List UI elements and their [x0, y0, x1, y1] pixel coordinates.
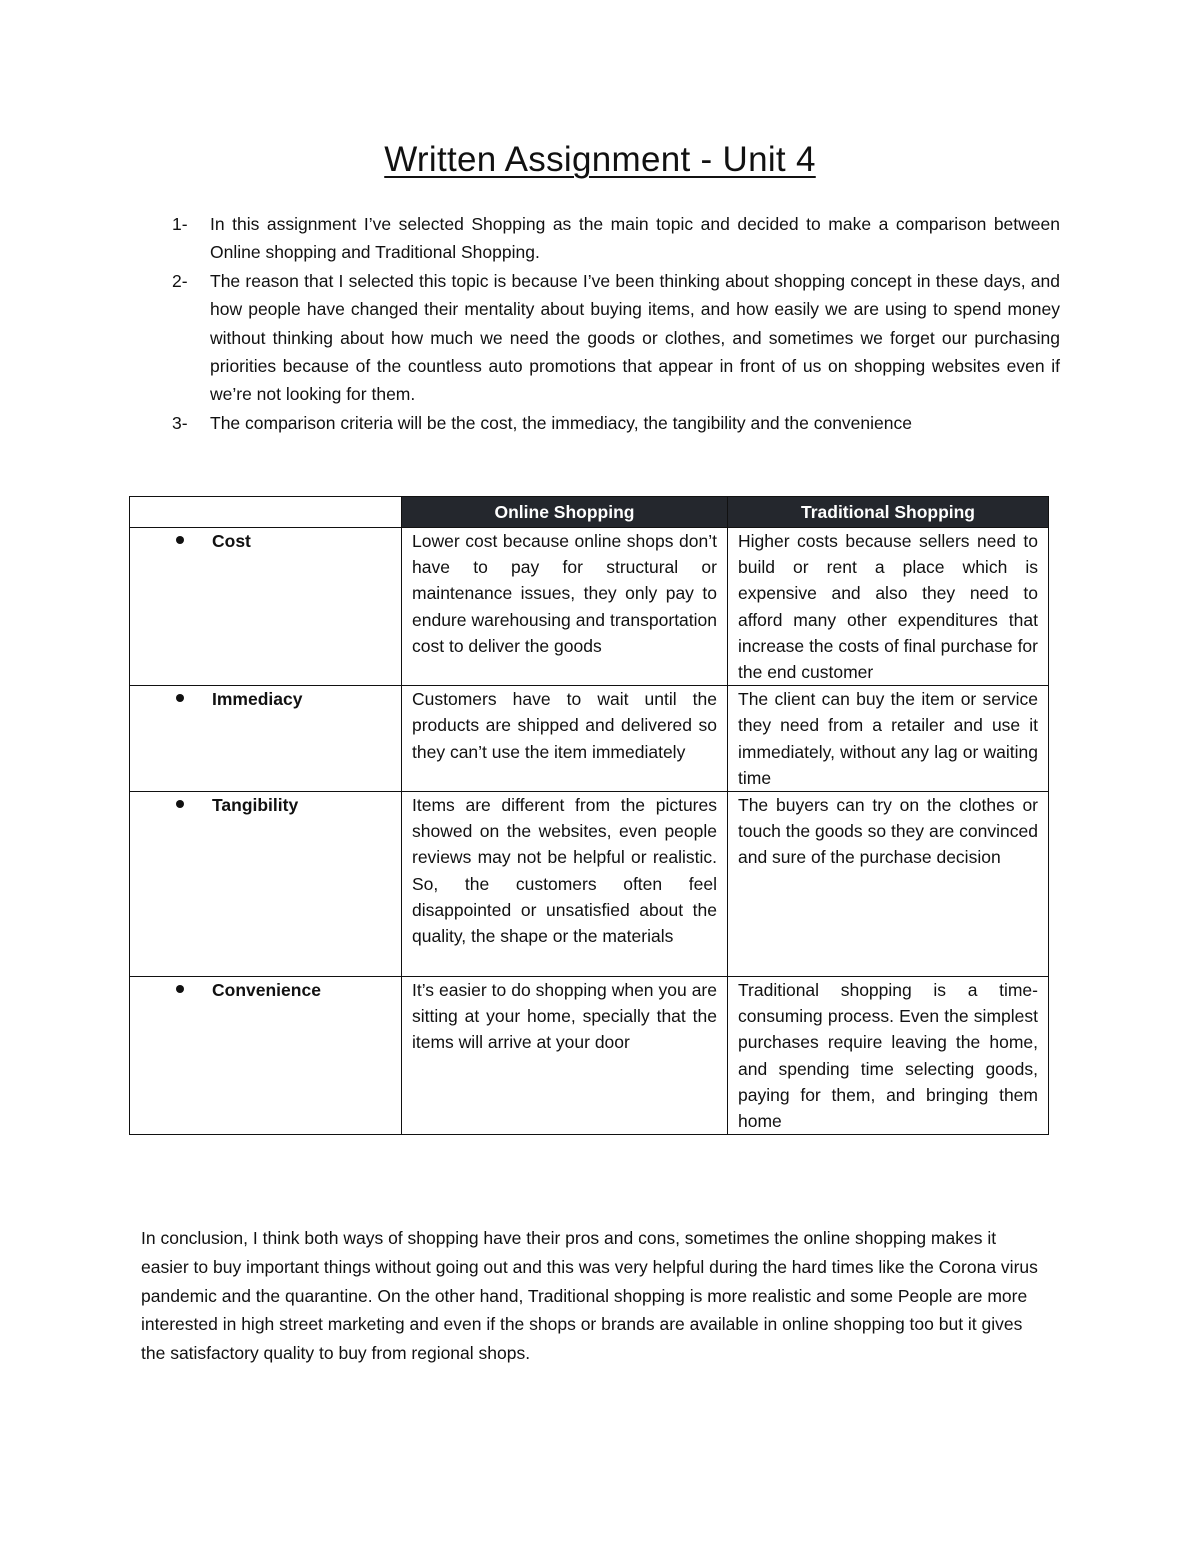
- comparison-table: [129, 496, 1049, 1135]
- bullet-icon: [130, 792, 212, 818]
- list-item-text: In this assignment I’ve selected Shopping as the main topic and decided to make a comparison between Online shopping and Traditional Shopping.: [210, 214, 1060, 263]
- conclusion-paragraph: In conclusion, I think both ways of shopping have their pros and cons, sometimes the online shopping makes it easier to buy important things without going out and this was very helpful during the hard times like the Corona virus pandemic and the quarantine. On the other hand, Traditional shopping is more realistic and some People are more interested in high street marketing and even if the shops or brands are available in online shopping too but it gives the satisfactory quality to buy from regional shops.: [141, 1228, 1038, 1364]
- list-item-number: 1-: [172, 214, 188, 234]
- list-item: [172, 267, 1060, 409]
- traditional-cell: The client can buy the item or service they need from a retailer and use it immediately, without any lag or waiting time: [728, 686, 1049, 792]
- list-item: [172, 409, 1060, 437]
- traditional-cell: Traditional shopping is a time-consuming process. Even the simplest purchases require leaving the home, and spending time selecting goods, paying for them, and bringing them home: [728, 977, 1049, 1135]
- table-row: [130, 528, 1049, 686]
- list-item-number: 3-: [172, 412, 188, 433]
- table-header-row: [130, 497, 1049, 528]
- list-item-number: 2-: [172, 270, 188, 291]
- list-item-text: The comparison criteria will be the cost, the immediacy, the tangibility and the convenience: [210, 412, 912, 433]
- traditional-cell: The buyers can try on the clothes or touch the goods so they are convinced and sure of the purchase decision: [728, 792, 1049, 977]
- bullet-icon: [130, 686, 212, 712]
- header-traditional-shopping: Traditional Shopping: [728, 497, 1049, 528]
- criterion-label: Cost: [212, 531, 251, 551]
- table-row: [130, 977, 1049, 1135]
- bullet-icon: [130, 977, 212, 1003]
- bullet-icon: [130, 528, 212, 554]
- criterion-cell: [130, 528, 402, 686]
- header-online-shopping: Online Shopping: [402, 497, 728, 528]
- criterion-cell: [130, 792, 402, 977]
- online-cell: Items are different from the pictures showed on the websites, even people reviews may not be helpful or realistic. So, the customers often feel disappointed or unsatisfied about the quality, the shape or the materials: [402, 792, 728, 977]
- list-item: [172, 210, 1060, 267]
- list-item-text: The reason that I selected this topic is because I’ve been thinking about shopping concept in these days, and how people have changed their mentality about buying items, and how easily we are using to spend money without thinking about how much we need the goods or clothes, and sometimes we forget our purchasing priorities because of the countless auto promotions that appear in front of us on shopping websites even if we’re not looking for them.: [210, 270, 1060, 405]
- criterion-cell: [130, 977, 402, 1135]
- criterion-label: Convenience: [212, 980, 321, 1001]
- criterion-label: Tangibility: [212, 795, 299, 816]
- online-cell: Customers have to wait until the products are shipped and delivered so they can’t use the item immediately: [402, 686, 728, 792]
- online-cell: It’s easier to do shopping when you are sitting at your home, specially that the items will arrive at your door: [402, 977, 728, 1135]
- criterion-cell: [130, 686, 402, 792]
- online-cell: Lower cost because online shops don’t have to pay for structural or maintenance issues, they only pay to endure warehousing and transportation cost to deliver the goods: [402, 528, 728, 686]
- header-blank-cell: [130, 497, 402, 528]
- page-title: Written Assignment - Unit 4: [384, 140, 816, 179]
- numbered-list: [172, 210, 1060, 437]
- criterion-label: Immediacy: [212, 689, 303, 710]
- table-row: [130, 792, 1049, 977]
- traditional-cell: Higher costs because sellers need to build or rent a place which is expensive and also they need to afford many other expenditures that increase the costs of final purchase for the end customer: [728, 528, 1049, 686]
- table-row: [130, 686, 1049, 792]
